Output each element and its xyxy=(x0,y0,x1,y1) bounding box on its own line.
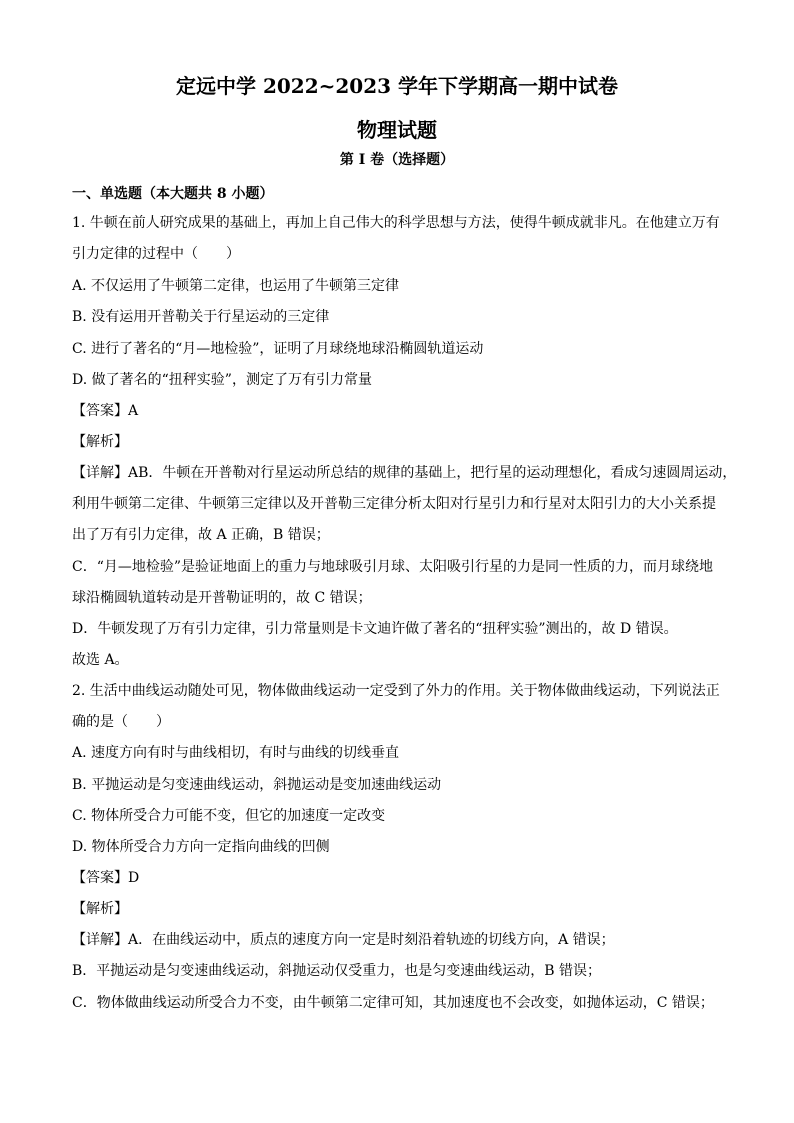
q2-option-b: B. 平抛运动是匀变速曲线运动，斜抛运动是变加速曲线运动 xyxy=(72,777,442,793)
q1-conclusion: 故选 A。 xyxy=(72,652,129,668)
q1-detail-line4: C．“月—地检验”是验证地面上的重力与地球吸引月球、太阳吸引行星的力是同一性质的力，而月球绕地 xyxy=(72,559,714,575)
q1-detail-line5: 球沿椭圆轨道转动是开普勒证明的，故 C 错误； xyxy=(72,590,372,606)
q2-stem-line1: 2. 生活中曲线运动随处可见，物体做曲线运动一定受到了外力的作用。关于物体做曲线运动，下列说法正 xyxy=(72,683,720,699)
volume-title: 第 I 卷（选择题） xyxy=(339,152,455,168)
q2-detail-line3: C．物体做曲线运动所受合力不变，由牛顿第二定律可知，其加速度也不会改变，如抛体运动，C 错误； xyxy=(72,995,714,1011)
q2-stem-line2: 确的是（ ） xyxy=(72,714,170,730)
q1-option-a: A. 不仅运用了牛顿第二定律，也运用了牛顿第三定律 xyxy=(72,278,400,294)
exam-title: 定远中学 2022~2023 学年下学期高一期中试卷 xyxy=(175,74,618,98)
q1-detail-line1: 【详解】AB．牛顿在开普勒对行星运动所总结的规律的基础上，把行星的运动理想化，看成匀速圆周运动， xyxy=(72,465,737,481)
q1-detail-line3: 出了万有引力定律，故 A 正确，B 错误； xyxy=(72,527,330,543)
q2-option-a: A. 速度方向有时与曲线相切，有时与曲线的切线垂直 xyxy=(72,745,400,761)
q1-option-b: B. 没有运用开普勒关于行星运动的三定律 xyxy=(72,309,330,325)
q1-detail-line2: 利用牛顿第二定律、牛顿第三定律以及开普勒三定律分析太阳对行星引力和行星对太阳引力的大小关系提 xyxy=(72,496,716,512)
q2-detail-line1: 【详解】A．在曲线运动中，质点的速度方向一定是时刻沿着轨迹的切线方向，A 错误； xyxy=(72,932,615,948)
q2-option-c: C. 物体所受合力可能不变，但它的加速度一定改变 xyxy=(72,808,386,824)
q2-answer: 【答案】D xyxy=(72,870,140,886)
q1-stem-line2: 引力定律的过程中（ ） xyxy=(72,246,240,262)
q1-answer: 【答案】A xyxy=(72,403,139,419)
subject-title: 物理试题 xyxy=(357,118,437,142)
q2-analysis-label: 【解析】 xyxy=(72,901,128,917)
q2-option-d: D. 物体所受合力方向一定指向曲线的凹侧 xyxy=(72,839,330,855)
q1-analysis-label: 【解析】 xyxy=(72,434,128,450)
section-heading: 一、单选题（本大题共 8 小题） xyxy=(72,186,274,202)
q2-detail-line2: B．平抛运动是匀变速曲线运动，斜抛运动仅受重力，也是匀变速曲线运动，B 错误； xyxy=(72,963,602,979)
q1-detail-line6: D．牛顿发现了万有引力定律，引力常量则是卡文迪许做了著名的“扭秤实验”测出的，故 D 错误。 xyxy=(72,621,678,637)
q1-stem-line1: 1. 牛顿在前人研究成果的基础上，再加上自己伟大的科学思想与方法，使得牛顿成就非凡。在他建立万有 xyxy=(72,215,720,231)
q1-option-d: D. 做了著名的“扭秤实验”，测定了万有引力常量 xyxy=(72,372,372,388)
q1-option-c: C. 进行了著名的“月—地检验”，证明了月球绕地球沿椭圆轨道运动 xyxy=(72,341,484,357)
